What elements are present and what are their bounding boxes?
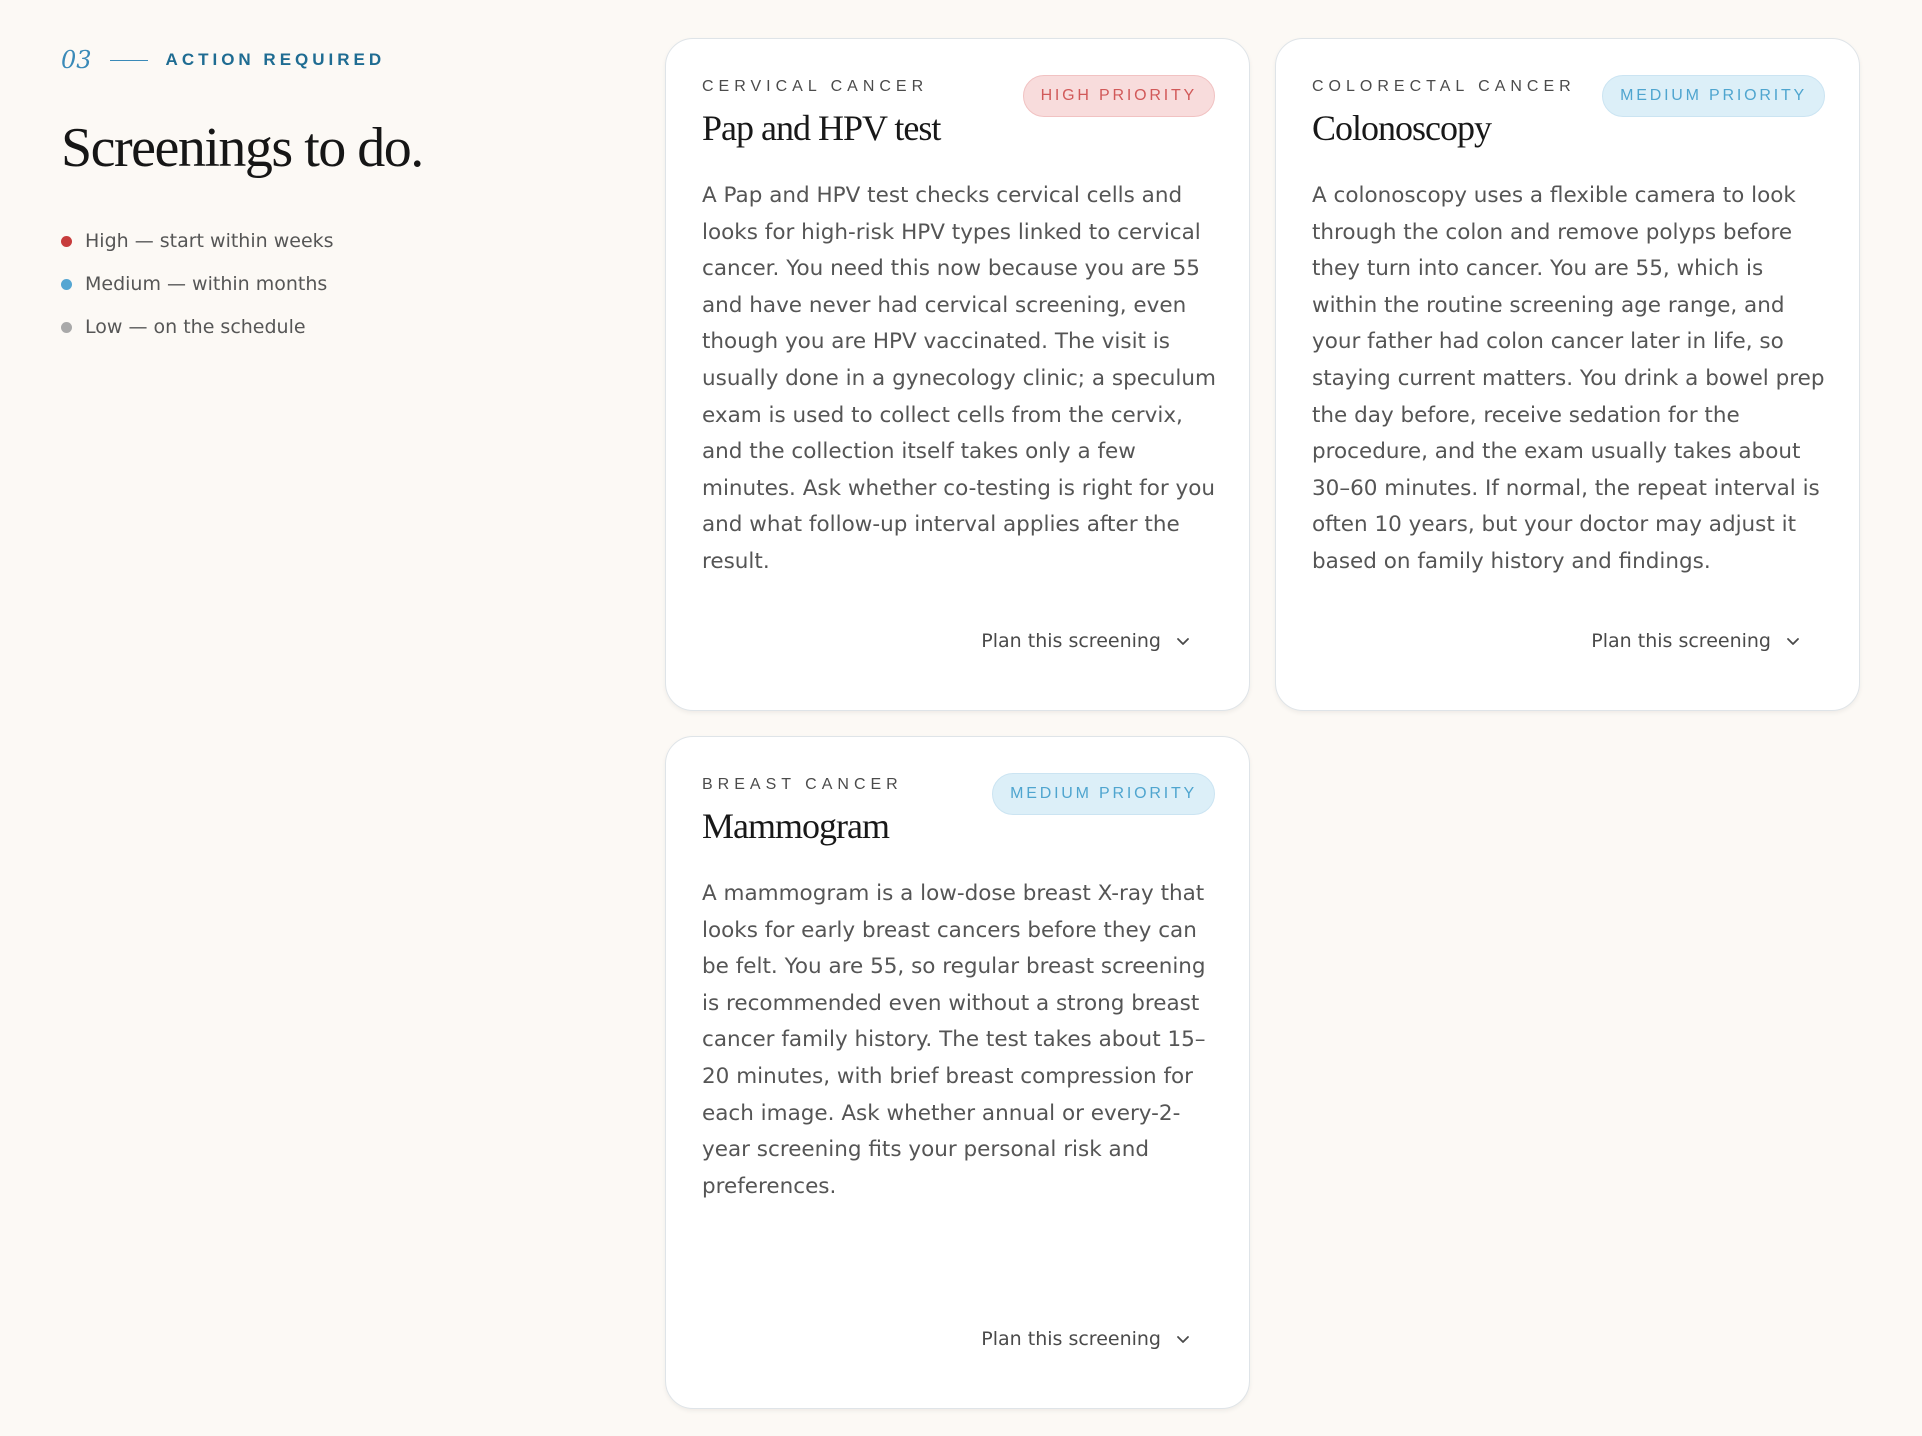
card-description: A mammogram is a low-dose breast X-ray that looks for early breast cancers before they can be felt. You are 55, so regular breast screening is recommended even without a strong breast cancer family history. The test takes about 15–20 minutes, with brief breast compression for each image. Ask whether annual or every-2-year screening fits your personal risk and preferences. — [702, 881, 1206, 1199]
card-title: Mammogram — [702, 806, 889, 846]
screening-card-pap-hpv — [665, 38, 1250, 711]
plan-screening-label: Plan this screening — [1591, 630, 1771, 652]
priority-badge: MEDIUM PRIORITY — [992, 773, 1215, 815]
legend-item-low — [61, 306, 621, 349]
section-header — [61, 40, 621, 80]
page-title: Screenings to do. — [61, 117, 423, 179]
card-title: Colonoscopy — [1312, 108, 1492, 148]
card-title: Pap and HPV test — [702, 108, 941, 148]
screening-card-mammogram — [665, 736, 1250, 1409]
screening-card-colonoscopy — [1275, 38, 1860, 711]
priority-legend — [61, 220, 621, 349]
legend-label: Low — on the schedule — [85, 316, 306, 339]
plan-screening-label: Plan this screening — [981, 630, 1161, 652]
legend-label: High — start within weeks — [85, 230, 334, 253]
section-label: ACTION REQUIRED — [165, 50, 386, 69]
plan-screening-button[interactable] — [981, 630, 1193, 652]
chevron-down-icon — [1173, 1329, 1193, 1349]
legend-item-high — [61, 220, 621, 263]
card-description: A colonoscopy uses a flexible camera to look through the colon and remove polyps before they turn into cancer. You are 55, which is within the routine screening age range, and your father had colon cancer later in life, so staying current matters. You drink a bowel prep the day before, receive sedation for the procedure, and the exam usually takes about 30–60 minutes. If normal, the repeat interval is often 10 years, but your doctor may adjust it based on family history and findings. — [1312, 183, 1825, 574]
low-priority-dot-icon — [61, 322, 72, 333]
plan-screening-label: Plan this screening — [981, 1328, 1161, 1350]
card-category: COLORECTAL CANCER — [1312, 78, 1576, 95]
high-priority-dot-icon — [61, 236, 72, 247]
legend-item-medium — [61, 263, 621, 306]
card-description: A Pap and HPV test checks cervical cells and looks for high-risk HPV types linked to cervical cancer. You need this now because you are 55 and have never had cervical screening, even though you are HPV vaccinated. The visit is usually done in a gynecology clinic; a speculum exam is used to collect cells from the cervix, and the collection itself takes only a few minutes. Ask whether co-testing is right for you and what follow-up interval applies after the result. — [702, 183, 1216, 574]
chevron-down-icon — [1783, 631, 1803, 651]
chevron-down-icon — [1173, 631, 1193, 651]
sidebar — [61, 40, 621, 349]
priority-badge: MEDIUM PRIORITY — [1602, 75, 1825, 117]
legend-label: Medium — within months — [85, 273, 328, 296]
section-divider — [110, 60, 148, 61]
card-category: BREAST CANCER — [702, 776, 903, 793]
section-number: 03 — [61, 46, 92, 74]
plan-screening-button[interactable] — [981, 1328, 1193, 1350]
priority-badge: HIGH PRIORITY — [1023, 75, 1215, 117]
medium-priority-dot-icon — [61, 279, 72, 290]
card-category: CERVICAL CANCER — [702, 78, 929, 95]
plan-screening-button[interactable] — [1591, 630, 1803, 652]
